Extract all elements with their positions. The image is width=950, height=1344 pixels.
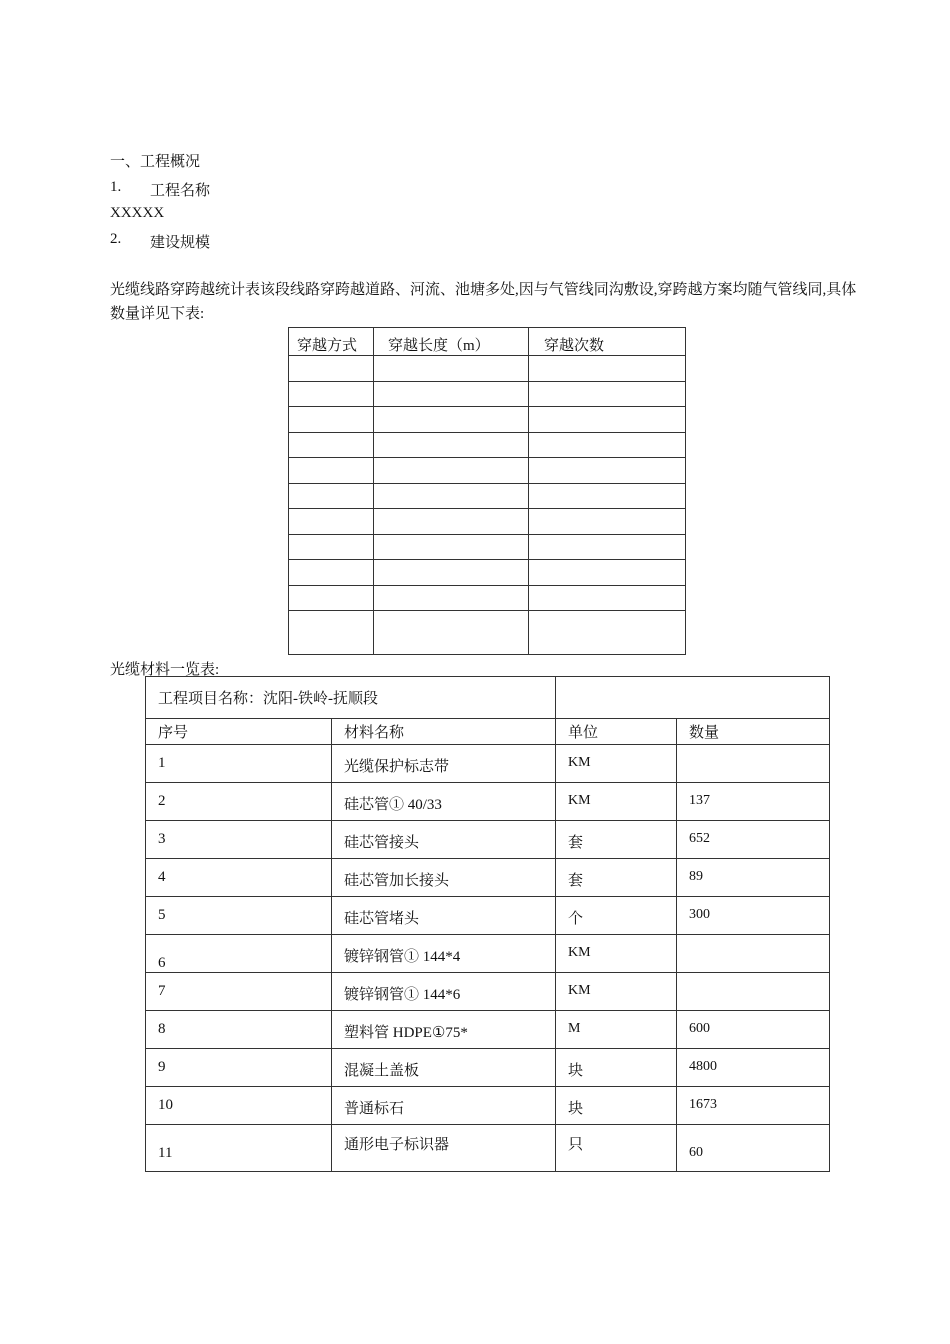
project-title-cell: 工程项目名称：沈阳-铁岭-抚顺段 <box>146 677 556 719</box>
header-qty: 数量 <box>677 719 830 745</box>
crossing-table-cell <box>289 407 374 433</box>
materials-row <box>146 1125 830 1172</box>
crossing-table-cell <box>289 483 374 509</box>
crossing-table-cell <box>529 432 686 458</box>
row-number: 1 <box>146 745 332 783</box>
crossing-table-cell <box>374 534 529 560</box>
crossing-table-cell <box>529 611 686 655</box>
material-qty: 652 <box>677 821 830 859</box>
crossing-table-cell <box>374 585 529 611</box>
crossing-table-row <box>289 534 686 560</box>
header-material: 材料名称 <box>332 719 556 745</box>
crossing-table-cell <box>529 458 686 484</box>
row-number: 10 <box>146 1087 332 1125</box>
materials-row <box>146 783 830 821</box>
material-name: 硅芯管① 40/33 <box>332 783 556 821</box>
materials-row <box>146 1011 830 1049</box>
material-name: 光缆保护标志带 <box>332 745 556 783</box>
material-qty: 1673 <box>677 1087 830 1125</box>
header-crossing-length: 穿越长度（m） <box>374 328 529 356</box>
crossing-table-cell <box>529 560 686 586</box>
materials-row <box>146 897 830 935</box>
material-name: 通形电子标识器 <box>332 1125 556 1172</box>
material-name: 硅芯管加长接头 <box>332 859 556 897</box>
crossing-table-cell <box>374 611 529 655</box>
material-qty <box>677 745 830 783</box>
scale-paragraph: 光缆线路穿跨越统计表该段线路穿跨越道路、河流、池塘多处,因与气管线同沟敷设,穿跨越方案均随气管线同,具体数量详见下表: <box>110 282 857 322</box>
material-name: 普通标石 <box>332 1087 556 1125</box>
material-name: 硅芯管堵头 <box>332 897 556 935</box>
crossing-table-header <box>289 328 686 356</box>
item-number-2: 2. <box>110 231 122 247</box>
crossing-table-cell <box>289 585 374 611</box>
header-no: 序号 <box>146 719 332 745</box>
material-unit: M <box>556 1011 677 1049</box>
material-qty <box>677 973 830 1011</box>
material-name: 硅芯管接头 <box>332 821 556 859</box>
material-name: 镀锌钢管① 144*6 <box>332 973 556 1011</box>
crossing-table-cell <box>529 585 686 611</box>
header-crossing-method: 穿越方式 <box>289 328 374 356</box>
crossing-table-cell <box>289 509 374 535</box>
crossing-table-cell <box>374 509 529 535</box>
crossing-table-row <box>289 611 686 655</box>
crossing-table-row <box>289 356 686 382</box>
crossing-table-row <box>289 381 686 407</box>
materials-title-row <box>146 677 830 719</box>
crossing-table-cell <box>289 458 374 484</box>
row-number: 6 <box>146 935 332 973</box>
row-number: 8 <box>146 1011 332 1049</box>
crossing-table-cell <box>374 432 529 458</box>
crossing-table-cell <box>289 534 374 560</box>
crossing-table-cell <box>289 381 374 407</box>
materials-row <box>146 935 830 973</box>
materials-table <box>145 676 830 1172</box>
row-number: 9 <box>146 1049 332 1087</box>
section-heading: 一、工程概况 <box>110 154 201 170</box>
crossing-table-cell <box>374 560 529 586</box>
crossing-table-row <box>289 560 686 586</box>
material-unit: 块 <box>556 1087 677 1125</box>
material-unit: 套 <box>556 859 677 897</box>
material-unit: KM <box>556 745 677 783</box>
crossing-table-cell <box>529 381 686 407</box>
crossing-table-row <box>289 407 686 433</box>
material-qty: 300 <box>677 897 830 935</box>
project-title-blank <box>556 677 830 719</box>
crossing-table-cell <box>289 611 374 655</box>
crossing-table-cell <box>529 407 686 433</box>
materials-row <box>146 859 830 897</box>
header-crossing-count: 穿越次数 <box>529 328 686 356</box>
item-number-1: 1. <box>110 179 122 195</box>
row-number: 11 <box>146 1125 332 1172</box>
crossing-table-cell <box>289 432 374 458</box>
material-qty: 60 <box>677 1125 830 1172</box>
materials-row <box>146 745 830 783</box>
crossing-table-cell <box>529 534 686 560</box>
crossing-table-row <box>289 483 686 509</box>
row-number: 7 <box>146 973 332 1011</box>
material-name: 镀锌钢管① 144*4 <box>332 935 556 973</box>
crossing-table-cell <box>374 483 529 509</box>
crossing-table-cell <box>374 458 529 484</box>
crossing-table-cell <box>289 356 374 382</box>
crossing-table-cell <box>529 483 686 509</box>
crossing-table-row <box>289 458 686 484</box>
material-unit: KM <box>556 973 677 1011</box>
row-number: 3 <box>146 821 332 859</box>
row-number: 5 <box>146 897 332 935</box>
crossing-table-cell <box>289 560 374 586</box>
materials-caption: 光缆材料一览表: <box>110 662 220 678</box>
materials-row <box>146 1087 830 1125</box>
project-name-value: XXXXX <box>110 205 165 221</box>
material-qty: 89 <box>677 859 830 897</box>
crossing-table-row <box>289 509 686 535</box>
materials-row <box>146 973 830 1011</box>
crossing-table-cell <box>529 509 686 535</box>
material-unit: KM <box>556 935 677 973</box>
material-qty: 600 <box>677 1011 830 1049</box>
materials-row <box>146 821 830 859</box>
materials-header-row <box>146 719 830 745</box>
material-unit: KM <box>556 783 677 821</box>
crossing-table-cell <box>529 356 686 382</box>
material-name: 混凝土盖板 <box>332 1049 556 1087</box>
material-unit: 只 <box>556 1125 677 1172</box>
row-number: 4 <box>146 859 332 897</box>
crossing-table-cell <box>374 381 529 407</box>
crossing-table-cell <box>374 356 529 382</box>
material-qty <box>677 935 830 973</box>
crossing-table-cell <box>374 407 529 433</box>
crossing-table-row <box>289 432 686 458</box>
material-unit: 个 <box>556 897 677 935</box>
header-unit: 单位 <box>556 719 677 745</box>
material-qty: 137 <box>677 783 830 821</box>
material-unit: 块 <box>556 1049 677 1087</box>
material-unit: 套 <box>556 821 677 859</box>
material-qty: 4800 <box>677 1049 830 1087</box>
crossing-table-row <box>289 585 686 611</box>
material-name: 塑料管 HDPE①75* <box>332 1011 556 1049</box>
item-label-project-name: 工程名称 <box>150 183 211 199</box>
row-number: 2 <box>146 783 332 821</box>
item-label-scale: 建设规模 <box>150 235 211 251</box>
materials-row <box>146 1049 830 1087</box>
crossing-table <box>288 327 686 655</box>
